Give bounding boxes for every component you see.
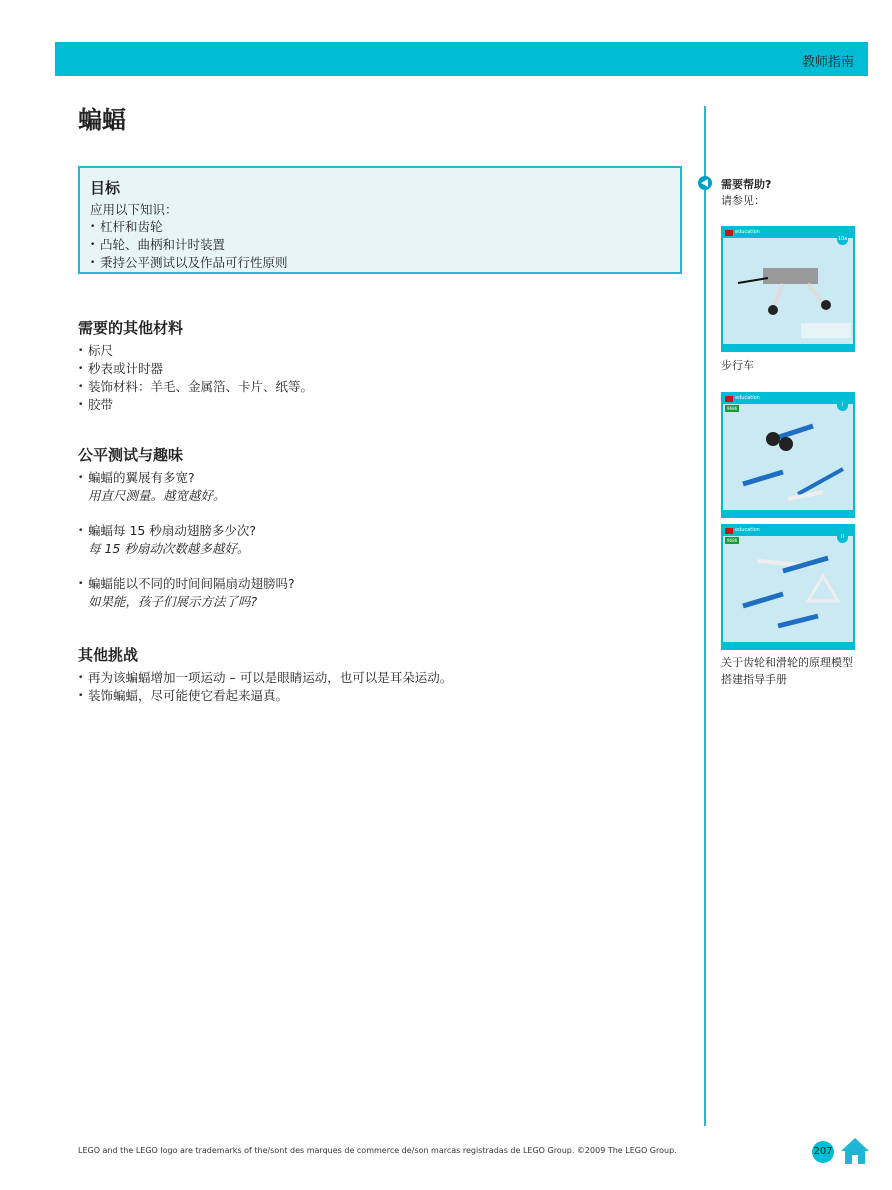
goal-box [78, 166, 682, 274]
answer: 用直尺测量。越宽越好。 [88, 488, 226, 503]
help-see: 请参见： [721, 194, 765, 207]
arrow-left-icon [698, 176, 712, 190]
brand-label: education [735, 527, 760, 533]
challenge-item: • 再为该蝙蝠增加一项运动 – 可以是眼睛运动，也可以是耳朵运动。 [78, 669, 452, 687]
answer: 如果能，孩子们展示方法了吗? [88, 594, 258, 609]
set-tag: 9686 [727, 538, 738, 543]
question: 蝙蝠能以不同的时间间隔扇动翅膀吗? [88, 576, 295, 591]
answer: 每 15 秒扇动次数越多越好。 [88, 541, 250, 556]
goal-intro: 应用以下知识： [90, 202, 178, 217]
brand-label: education [735, 395, 760, 401]
fairtest-item [78, 522, 295, 558]
header-bar [55, 42, 868, 76]
model-image [723, 404, 853, 504]
material-item: • 胶带 [78, 396, 313, 414]
walker-model-image [723, 238, 853, 338]
badge: II [837, 532, 848, 543]
challenge-item: • 装饰蝙蝠，尽可能使它看起来逼真。 [78, 687, 452, 705]
goal-item: • 凸轮、曲柄和计时装置 [90, 236, 670, 254]
header-label: 教师指南 [801, 55, 854, 70]
reference-thumbnail[interactable] [721, 226, 855, 352]
material-item: • 秒表或计时器 [78, 360, 313, 378]
question: 蝙蝠每 15 秒扇动翅膀多少次? [88, 523, 256, 538]
reference-caption: 步行车 [721, 359, 754, 372]
fairtest-heading: 公平测试与趣味 [78, 446, 184, 464]
challenge-section [78, 644, 452, 705]
model-image [723, 536, 853, 636]
badge: I [837, 400, 848, 411]
reference-thumbnail[interactable] [721, 524, 855, 650]
reference-caption: 关于齿轮和滑轮的原理模型搭建指导手册 [721, 656, 853, 686]
badge: 10a [837, 234, 848, 245]
materials-heading: 需要的其他材料 [78, 319, 184, 337]
materials-section [78, 317, 313, 414]
goal-item: • 秉持公平测试以及作品可行性原则 [90, 254, 670, 272]
goal-item: • 杠杆和齿轮 [90, 218, 670, 236]
page-number: 207 [812, 1141, 834, 1163]
home-icon[interactable] [840, 1137, 870, 1165]
goal-heading: 目标 [90, 179, 121, 197]
reference-thumbnail[interactable] [721, 392, 855, 518]
set-tag: 9686 [727, 406, 738, 411]
fairtest-item [78, 575, 295, 611]
material-item: • 标尺 [78, 342, 313, 360]
challenge-heading: 其他挑战 [78, 646, 139, 664]
divider [704, 106, 706, 1126]
page-title: 蝙蝠 [78, 106, 126, 134]
help-title: 需要帮助? [721, 178, 772, 191]
legal-footer: LEGO and the LEGO logo are trademarks of the/sont des marques de commerce de/son marcas registradas de LEGO Group. ©2009 The LEGO Group. [78, 1146, 677, 1155]
question: 蝙蝠的翼展有多宽? [88, 470, 195, 485]
material-item: • 装饰材料：羊毛、金属箔、卡片、纸等。 [78, 378, 313, 396]
fairtest-section [78, 444, 295, 611]
brand-label: education [735, 229, 760, 235]
fairtest-item [78, 469, 295, 505]
